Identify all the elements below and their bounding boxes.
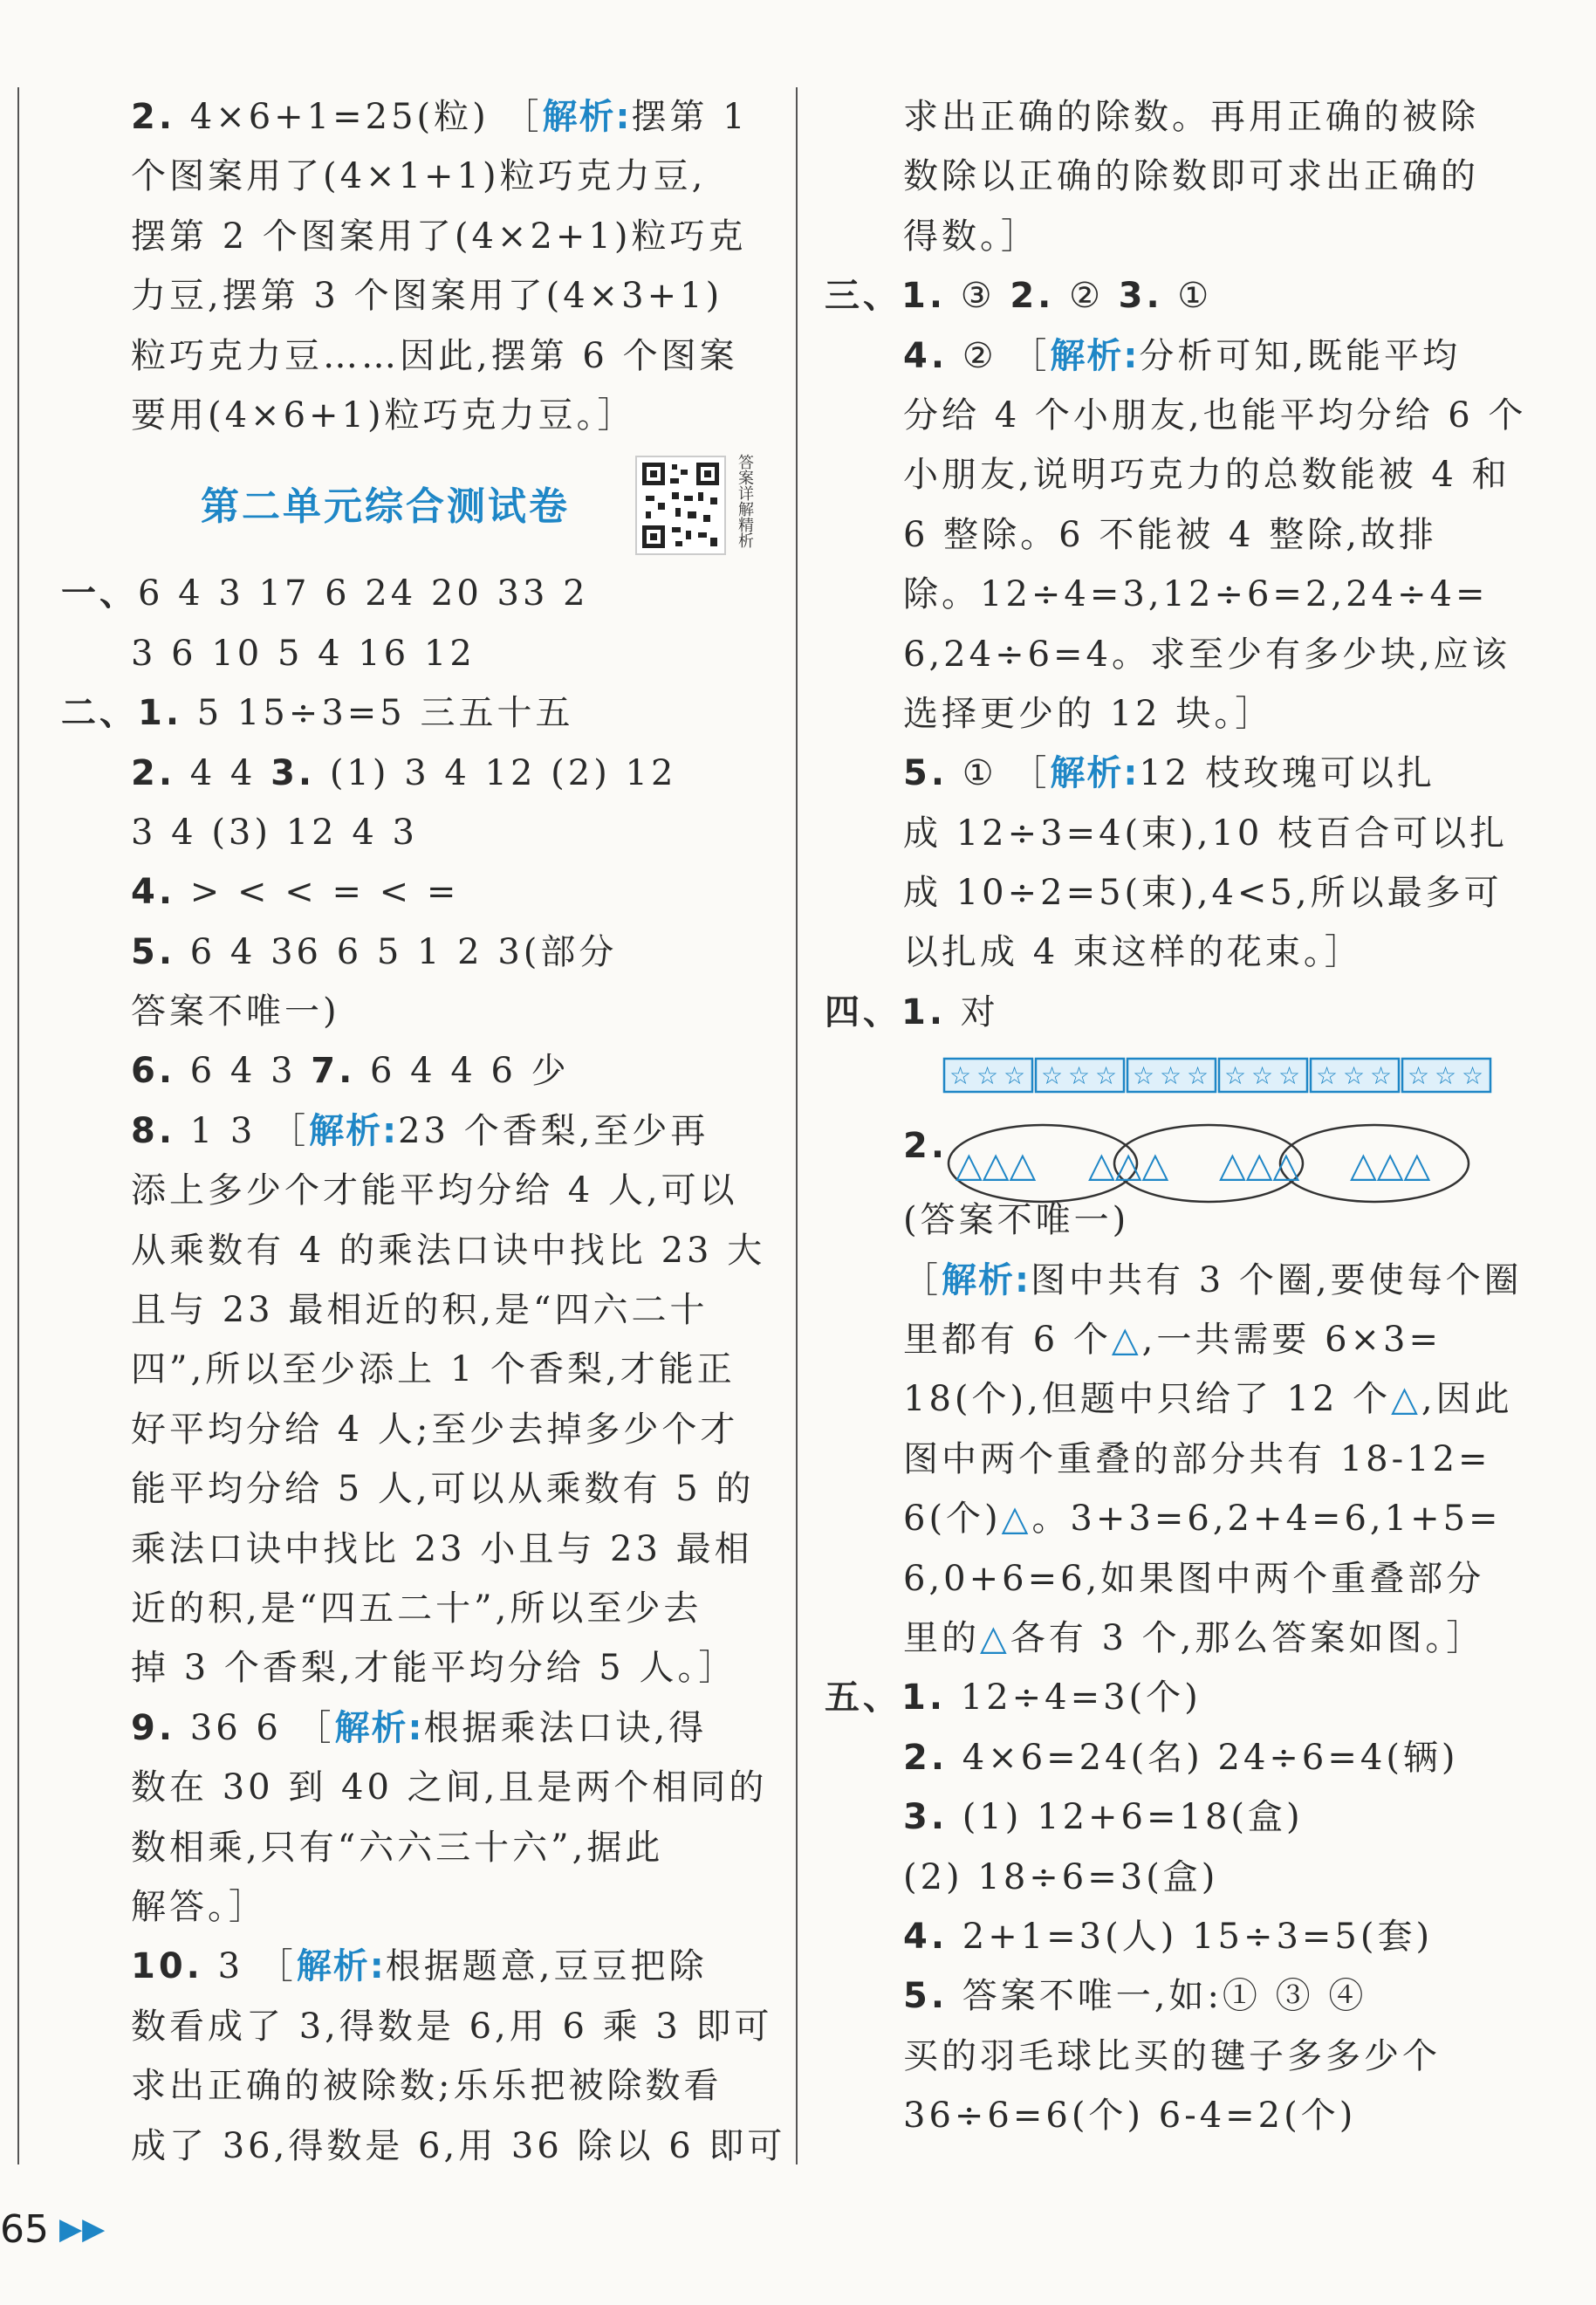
answer-line: 3. (1) 12+6=18(盒) <box>903 1797 1304 1838</box>
answer-line: 数相乘,只有“六六三十六”,据此 <box>131 1827 664 1868</box>
answer-line: 买的羽毛球比买的毽子多多少个 <box>903 2035 1441 2076</box>
triangle-group: △△△ <box>1088 1145 1169 1185</box>
answer-line: 2. 4×6=24(名) 24÷6=4(辆) <box>903 1737 1459 1778</box>
answer-line: 6 整除。6 不能被 4 整除,故排 <box>903 514 1437 555</box>
answer-line: 4. 2+1=3(人) 15÷3=5(套) <box>903 1916 1434 1957</box>
answer-line: 乘法口诀中找比 23 小且与 23 最相 <box>131 1528 753 1569</box>
answer-line: 从乘数有 4 的乘法口诀中找比 23 大 <box>131 1230 766 1271</box>
answer-line: 里都有 6 个△,一共需要 6×3= <box>903 1320 1442 1361</box>
answer-line: 成 10÷2=5(束),4<5,所以最多可 <box>903 873 1503 914</box>
answer-line: (答案不唯一) <box>903 1200 1130 1241</box>
star-icon: ☆ <box>1133 1061 1155 1090</box>
triangle-group: △△△ <box>956 1145 1037 1185</box>
qr-code-icon <box>637 457 724 553</box>
answer-line: 四、1. 对 <box>825 991 999 1032</box>
answer-line: 除。12÷4=3,12÷6=2,24÷4= <box>903 574 1489 615</box>
answer-line: 且与 23 最相近的积,是“四六二十 <box>131 1290 709 1331</box>
answer-line: 三、1. ③ 2. ② 3. ① <box>825 276 1213 317</box>
qr-code[interactable] <box>635 456 726 555</box>
answer-line: 一、6 4 3 17 6 24 20 33 2 <box>61 573 589 614</box>
overlapping-circles-figure <box>947 1115 1470 1211</box>
star-icon: ☆ <box>1343 1061 1366 1090</box>
answer-line: 里的△各有 3 个,那么答案如图。］ <box>903 1617 1485 1658</box>
answer-line: 36÷6=6(个) 6-4=2(个) <box>903 2096 1357 2137</box>
answer-line: 近的积,是“四五二十”,所以至少去 <box>131 1588 702 1629</box>
answer-line: 数在 30 到 40 之间,且是两个相同的 <box>131 1767 768 1808</box>
star-icon: ☆ <box>1224 1061 1247 1090</box>
answer-line: 四”,所以至少添上 1 个香梨,才能正 <box>131 1349 736 1390</box>
left-column <box>61 87 786 2176</box>
star-icon: ☆ <box>1068 1061 1091 1090</box>
answer-line: 5. ① ［解析:12 枝玫瑰可以扎 <box>903 753 1435 794</box>
qr-side-label: 答案详解精析 <box>738 454 754 551</box>
star-icon: ☆ <box>1408 1061 1430 1090</box>
unit-title: 第二单元综合测试卷 <box>201 484 570 529</box>
left-margin-rule <box>17 87 19 2164</box>
answer-line: 5. 答案不唯一,如:① ③ ④ <box>903 1976 1367 2017</box>
answer-line: 分给 4 个小朋友,也能平均分给 6 个 <box>903 394 1527 436</box>
answer-line: 掉 3 个香梨,才能平均分给 5 人。］ <box>131 1648 737 1689</box>
answer-line: 答案不唯一) <box>131 991 340 1032</box>
answer-line: 6,0+6=6,如果图中两个重叠部分 <box>903 1558 1485 1599</box>
answer-line: 18(个),但题中只给了 12 个△,因此 <box>903 1379 1513 1420</box>
answer-line: 选择更少的 12 块。］ <box>903 693 1274 734</box>
answer-line: 8. 1 3 ［解析:23 个香梨,至少再 <box>131 1110 709 1151</box>
answer-line: 6(个)△。3+3=6,2+4=6,1+5= <box>903 1499 1502 1540</box>
answer-line: 2. <box>903 1126 949 1167</box>
star-icon: ☆ <box>1160 1061 1182 1090</box>
answer-line: 解答。］ <box>131 1886 267 1927</box>
answer-line: 小朋友,说明巧克力的总数能被 4 和 <box>903 455 1510 496</box>
answer-line: ［解析:图中共有 3 个圈,要使每个圈 <box>903 1259 1523 1300</box>
answer-line: 五、1. 12÷4=3(个) <box>825 1677 1202 1718</box>
answer-line: 4. ② ［解析:分析可知,既能平均 <box>903 335 1462 376</box>
answer-line: 求出正确的除数。再用正确的被除 <box>903 97 1479 137</box>
answer-line: 9. 36 6 ［解析:根据乘法口诀,得 <box>131 1707 708 1748</box>
star-icon: ☆ <box>1370 1061 1393 1090</box>
answer-line: 二、1. 5 15÷3=5 三五十五 <box>61 693 574 734</box>
star-icon: ☆ <box>1187 1061 1209 1090</box>
star-icon: ☆ <box>1278 1061 1301 1090</box>
triangle-group: △△△ <box>1219 1145 1300 1185</box>
answer-line: 10. 3 ［解析:根据题意,豆豆把除 <box>131 1946 708 1987</box>
star-groups-figure <box>942 1056 1492 1094</box>
answer-line: (2) 18÷6=3(盒) <box>903 1856 1219 1897</box>
answer-line: 要用(4×6+1)粒巧克力豆。］ <box>131 394 636 436</box>
answer-line: 力豆,摆第 3 个图案用了(4×3+1) <box>131 276 723 317</box>
answer-line: 3 6 10 5 4 16 12 <box>131 633 476 674</box>
star-icon: ☆ <box>1462 1061 1484 1090</box>
answer-line: 摆第 2 个图案用了(4×2+1)粒巧克 <box>131 216 747 257</box>
answer-line: 2. 4×6+1=25(粒) ［解析:摆第 1 <box>131 97 749 137</box>
answer-line: 个图案用了(4×1+1)粒巧克力豆, <box>131 156 707 197</box>
star-icon: ☆ <box>1095 1061 1118 1090</box>
answer-line: 图中两个重叠的部分共有 18-12= <box>903 1438 1491 1479</box>
star-icon: ☆ <box>1316 1061 1339 1090</box>
answer-line: 成了 36,得数是 6,用 36 除以 6 即可 <box>131 2125 786 2166</box>
triangle-group: △△△ <box>1350 1145 1431 1185</box>
star-icon: ☆ <box>1435 1061 1457 1090</box>
answer-line: 3 4 (3) 12 4 3 <box>131 812 418 853</box>
page-number: 65 <box>0 2207 49 2252</box>
star-icon: ☆ <box>1003 1061 1026 1090</box>
answer-line: 5. 6 4 36 6 5 1 2 3(部分 <box>131 931 618 972</box>
answer-line: 添上多少个才能平均分给 4 人,可以 <box>131 1170 738 1211</box>
answer-line: 好平均分给 4 人;至少去掉多少个才 <box>131 1409 739 1450</box>
star-icon: ☆ <box>1041 1061 1064 1090</box>
star-icon: ☆ <box>1251 1061 1274 1090</box>
answer-line: 求出正确的被除数;乐乐把被除数看 <box>131 2066 723 2107</box>
answer-line: 数看成了 3,得数是 6,用 6 乘 3 即可 <box>131 2006 773 2047</box>
answer-line: 以扎成 4 束这样的花束。］ <box>903 932 1363 973</box>
star-icon: ☆ <box>976 1061 999 1090</box>
answer-line: 4. > < < = < = <box>131 872 460 913</box>
answer-line: 6,24÷6=4。求至少有多少块,应该 <box>903 634 1510 675</box>
answer-line: 6. 6 4 3 7. 6 4 4 6 少 <box>131 1051 570 1092</box>
answer-line: 2. 4 4 3. (1) 3 4 12 (2) 12 <box>131 752 677 793</box>
answer-line: 数除以正确的除数即可求出正确的 <box>903 156 1479 197</box>
star-icon: ☆ <box>949 1061 972 1090</box>
answer-line: 得数。］ <box>903 216 1039 257</box>
page-arrow-icon: ▶▶ <box>59 2212 106 2247</box>
answer-line: 成 12÷3=4(束),10 枝百合可以扎 <box>903 813 1509 854</box>
answer-line: 粒巧克力豆……因此,摆第 6 个图案 <box>131 335 738 376</box>
answer-line: 能平均分给 5 人,可以从乘数有 5 的 <box>131 1469 755 1510</box>
column-divider <box>796 87 798 2164</box>
